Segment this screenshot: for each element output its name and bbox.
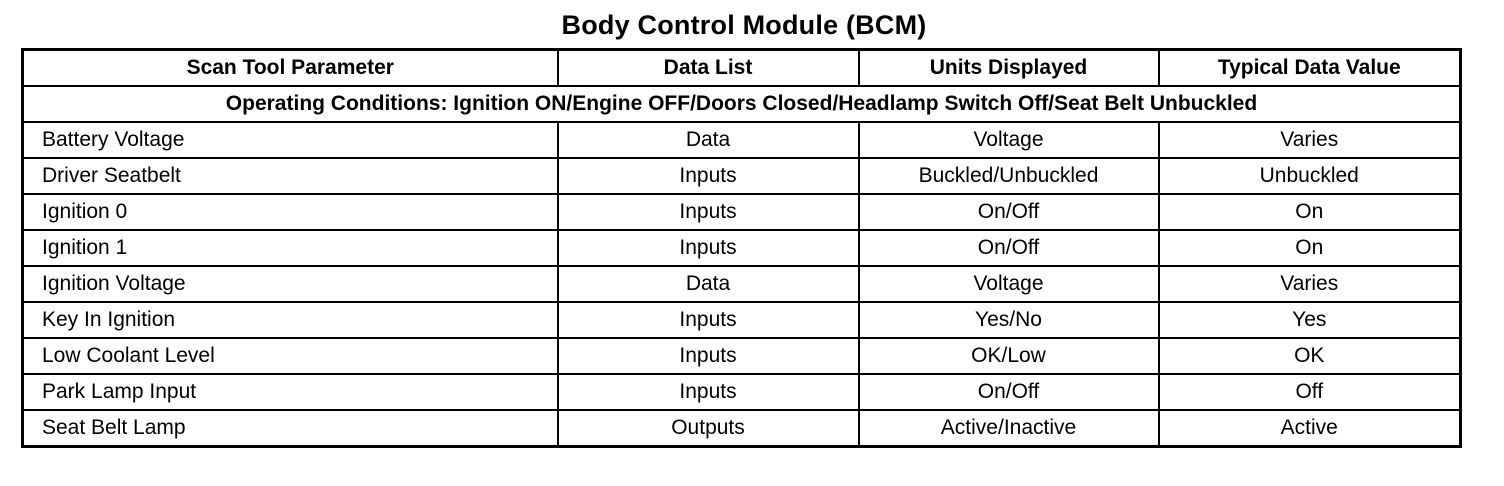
units-cell: On/Off (859, 374, 1159, 410)
typical-value-cell: Varies (1159, 266, 1461, 302)
typical-value-cell: OK (1159, 338, 1461, 374)
parameter-cell: Low Coolant Level (23, 338, 558, 374)
data-list-cell: Inputs (558, 338, 859, 374)
table-row (23, 374, 1461, 410)
units-cell: On/Off (859, 194, 1159, 230)
typical-value-cell: On (1159, 194, 1461, 230)
data-list-cell: Inputs (558, 302, 859, 338)
units-cell: Yes/No (859, 302, 1159, 338)
data-list-cell: Data (558, 266, 859, 302)
parameter-cell: Ignition 1 (23, 230, 558, 266)
parameter-cell: Park Lamp Input (23, 374, 558, 410)
typical-value-cell: Active (1159, 410, 1461, 447)
table-row (23, 194, 1461, 230)
table-row (23, 122, 1461, 158)
header-scan-tool-parameter: Scan Tool Parameter (23, 50, 558, 87)
units-cell: Buckled/Unbuckled (859, 158, 1159, 194)
header-data-list: Data List (558, 50, 859, 87)
typical-value-cell: On (1159, 230, 1461, 266)
data-list-cell: Inputs (558, 158, 859, 194)
data-list-cell: Inputs (558, 374, 859, 410)
typical-value-cell: Off (1159, 374, 1461, 410)
data-list-cell: Data (558, 122, 859, 158)
header-typical-data-value: Typical Data Value (1159, 50, 1461, 87)
table-row (23, 302, 1461, 338)
units-cell: Voltage (859, 266, 1159, 302)
data-list-cell: Inputs (558, 194, 859, 230)
typical-value-cell: Yes (1159, 302, 1461, 338)
page-title: Body Control Module (BCM) (561, 10, 927, 40)
table-row (23, 338, 1461, 374)
table-row (23, 158, 1461, 194)
operating-conditions-row (23, 86, 1461, 122)
header-units-displayed: Units Displayed (859, 50, 1159, 87)
parameter-cell: Ignition 0 (23, 194, 558, 230)
typical-value-cell: Unbuckled (1159, 158, 1461, 194)
table-row (23, 266, 1461, 302)
units-cell: OK/Low (859, 338, 1159, 374)
data-list-cell: Inputs (558, 230, 859, 266)
units-cell: On/Off (859, 230, 1159, 266)
parameter-cell: Seat Belt Lamp (23, 410, 558, 447)
parameter-cell: Key In Ignition (23, 302, 558, 338)
units-cell: Active/Inactive (859, 410, 1159, 447)
operating-conditions: Operating Conditions: Ignition ON/Engine OFF/Doors Closed/Headlamp Switch Off/Seat Belt Unbuckled (23, 86, 1461, 122)
data-list-cell: Outputs (558, 410, 859, 447)
parameter-cell: Driver Seatbelt (23, 158, 558, 194)
bcm-data-table (21, 48, 1462, 448)
typical-value-cell: Varies (1159, 122, 1461, 158)
header-row (23, 50, 1461, 87)
table-row (23, 230, 1461, 266)
parameter-cell: Battery Voltage (23, 122, 558, 158)
parameter-cell: Ignition Voltage (23, 266, 558, 302)
table-row (23, 410, 1461, 447)
units-cell: Voltage (859, 122, 1159, 158)
